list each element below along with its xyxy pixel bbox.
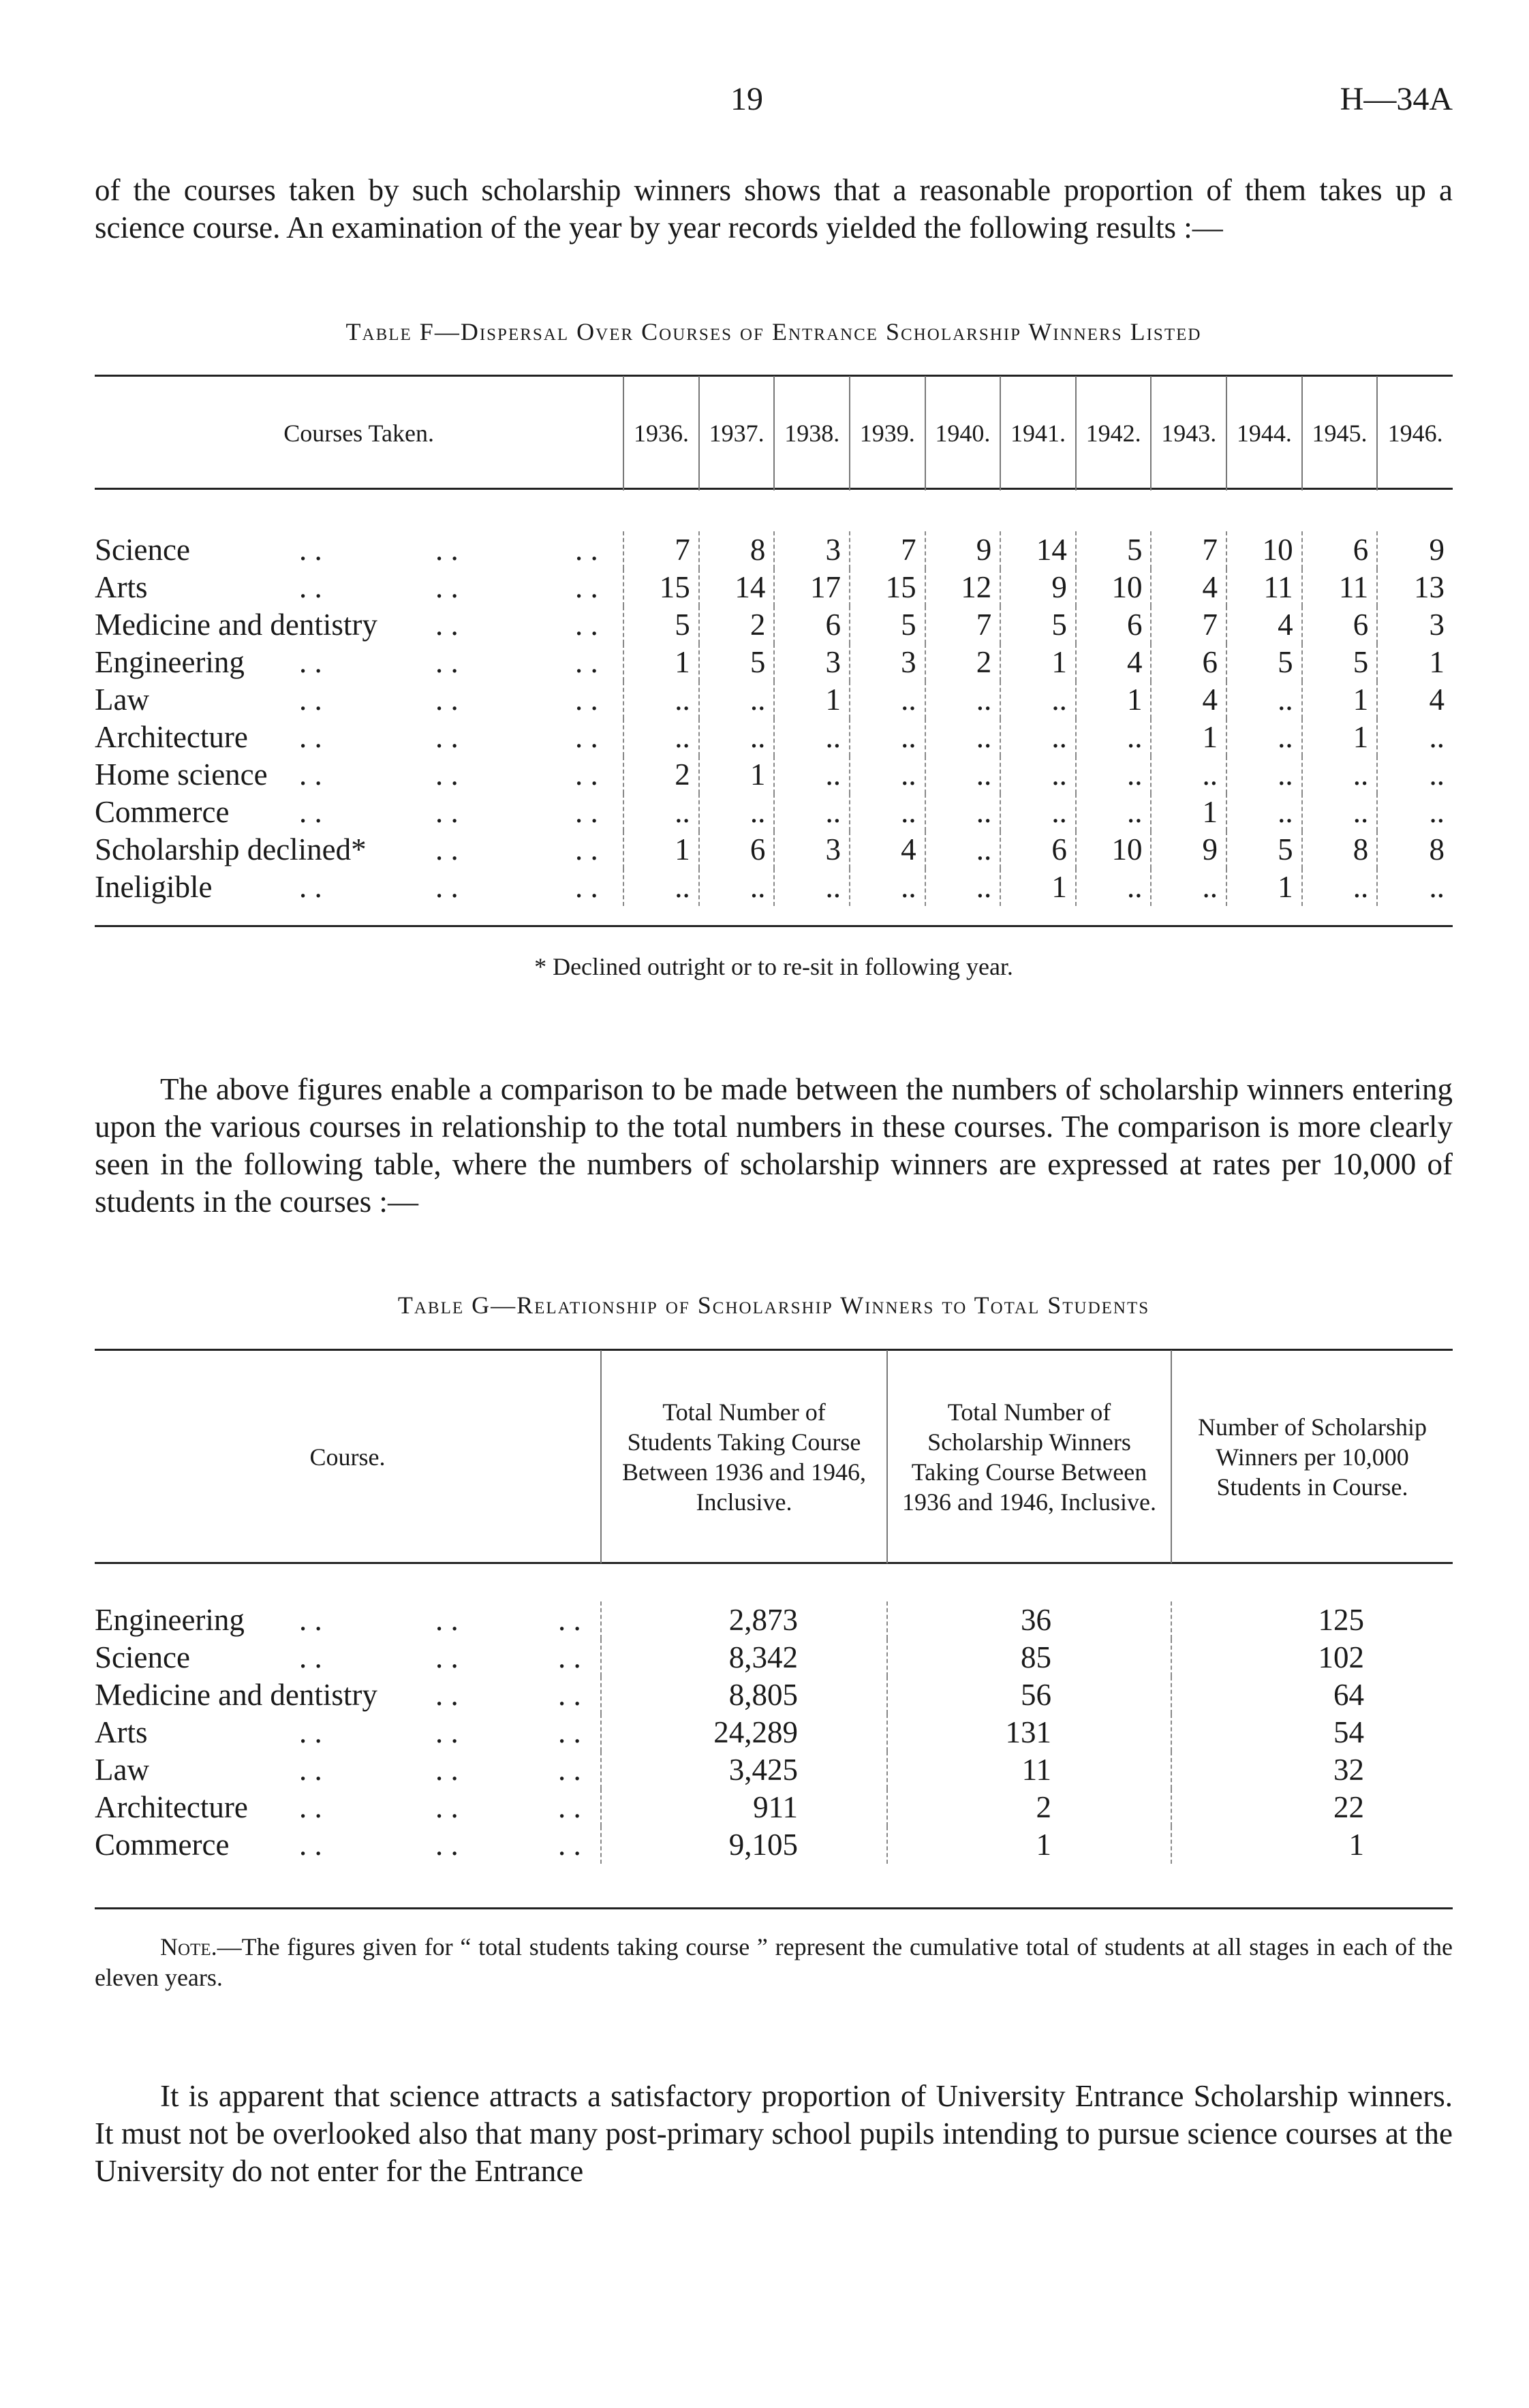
table-cell: .. [1226,681,1302,719]
table-row [95,531,1453,569]
table-cell: 1 [1076,681,1152,719]
total-students-cell: 8,805 [601,1676,887,1714]
winners-cell: 56 [887,1676,1171,1714]
table-cell: 5 [1000,606,1076,644]
course-name: Home science [95,757,268,792]
table-cell: 12 [925,569,1001,606]
table-cell: 11 [1226,569,1302,606]
course-name: Science [95,533,190,567]
column-header-year: 1943. [1151,376,1226,490]
table-cell: .. [1076,756,1152,794]
table-g-header [95,1350,1453,1563]
table-cell: 1 [1000,869,1076,906]
column-header-year: 1937. [699,376,775,490]
total-students-cell: 9,105 [601,1826,887,1864]
course-name: Law [95,1753,149,1787]
column-header-courses: Courses Taken. [283,420,434,447]
table-cell: 4 [1151,569,1226,606]
table-cell: .. [699,719,775,756]
spacer-row [95,906,1453,954]
row-label-cell [95,831,623,869]
row-label-cell [95,1751,601,1789]
leader-dots: . . [435,720,459,754]
table-f [95,490,1453,954]
course-name: Engineering [95,1603,245,1637]
course-name: Law [95,683,149,717]
table-cell: .. [1302,869,1378,906]
spacer-row [95,1864,1453,1925]
leader-dots: . . [558,1715,581,1749]
table-cell: .. [925,719,1001,756]
table-cell: .. [1377,869,1453,906]
table-cell: 7 [1151,606,1226,644]
table-cell: 1 [623,644,699,681]
leader-dots: . . [435,795,459,829]
table-cell: 3 [850,644,925,681]
table-cell: 1 [1302,681,1378,719]
table-row [95,1639,1453,1676]
table-row [95,1714,1453,1751]
leader-dots: . . [558,1790,581,1824]
table-g [95,1563,1453,1925]
per-10000-cell: 64 [1171,1676,1453,1714]
column-header-total-winners: Total Number of Scholarship Winners Taking Course Between 1936 and 1946, Inclusive. [887,1350,1171,1563]
course-name: Arts [95,1715,148,1749]
leader-dots: . . [558,1640,581,1674]
table-row [95,681,1453,719]
table-cell: .. [699,681,775,719]
column-header-year: 1936. [623,376,699,490]
table-cell: 17 [774,569,850,606]
column-header-year: 1938. [774,376,850,490]
table-f-footnote: * Declined outright or to re-sit in following year. [534,953,1013,980]
table-cell: 9 [1377,531,1453,569]
leader-dots: . . [435,1715,459,1749]
row-label-cell [95,1639,601,1676]
leader-dots: . . [435,870,459,904]
leader-dots: . . [575,645,598,679]
table-cell: .. [925,756,1001,794]
table-cell: 6 [1000,831,1076,869]
paragraph-3-text: It is apparent that science attracts a satisfactory proportion of University Entrance Scholarship winners. It must not be overlooked also that many post-primary school pupils intending to pursue science courses at the University do not enter for the Entrance [95,2079,1453,2188]
leader-dots: . . [299,720,322,754]
column-header-course: Course. [309,1443,386,1471]
table-cell: 2 [699,606,775,644]
table-cell: 8 [1377,831,1453,869]
total-students-cell: 2,873 [601,1601,887,1639]
table-cell: 1 [1000,644,1076,681]
table-cell: 3 [774,644,850,681]
course-name: Architecture [95,1790,248,1824]
leader-dots: . . [558,1828,581,1862]
table-cell: .. [850,719,925,756]
spacer-row [95,490,1453,531]
leader-dots: . . [575,757,598,792]
table-cell: 11 [1302,569,1378,606]
table-row [95,606,1453,644]
table-cell: .. [623,794,699,831]
table-cell: .. [774,719,850,756]
table-row [95,1676,1453,1714]
table-cell: 5 [1226,831,1302,869]
table-cell: 5 [1076,531,1152,569]
table-cell: 6 [1302,606,1378,644]
leader-dots: . . [558,1753,581,1787]
per-10000-cell: 54 [1171,1714,1453,1751]
course-name: Medicine and dentistry [95,1678,377,1712]
column-header-winners-per-10000: Number of Scholarship Winners per 10,000 Students in Course. [1171,1350,1453,1563]
table-cell: 5 [623,606,699,644]
winners-cell: 2 [887,1789,1171,1826]
table-cell: .. [925,794,1001,831]
table-cell: .. [925,831,1001,869]
table-cell: 6 [1151,644,1226,681]
table-cell: 5 [1302,644,1378,681]
table-cell: 7 [623,531,699,569]
total-students-cell: 24,289 [601,1714,887,1751]
table-cell: 14 [1000,531,1076,569]
table-cell: .. [1151,756,1226,794]
table-cell: 1 [699,756,775,794]
table-cell: 3 [1377,606,1453,644]
table-cell: 10 [1226,531,1302,569]
leader-dots: . . [299,1640,322,1674]
row-label-cell [95,869,623,906]
table-cell: .. [699,794,775,831]
table-cell: 9 [925,531,1001,569]
course-name: Engineering [95,645,245,679]
leader-dots: . . [435,1678,459,1712]
note-text: —The figures given for “ total students taking course ” represent the cumulative total of students at all stages in each of the eleven years. [95,1933,1453,1991]
table-cell: 7 [1151,531,1226,569]
table-g-caption: Table G—Relationship of Scholarship Winners to Total Students [397,1292,1150,1319]
table-cell: .. [1226,756,1302,794]
page-number: 19 [730,81,763,117]
leader-dots: . . [299,683,322,717]
course-name: Scholarship declined* [95,832,367,866]
table-cell: .. [850,869,925,906]
column-header-year: 1946. [1377,376,1453,490]
row-label-cell [95,1601,601,1639]
column-header-year: 1945. [1302,376,1378,490]
table-cell: .. [1076,794,1152,831]
table-cell: 5 [1226,644,1302,681]
table-cell: .. [1000,756,1076,794]
leader-dots: . . [299,1715,322,1749]
table-cell: .. [850,794,925,831]
leader-dots: . . [558,1603,581,1637]
document-reference: H—34A [1340,81,1453,117]
row-label-cell [95,644,623,681]
per-10000-cell: 1 [1171,1826,1453,1864]
column-header-year: 1940. [925,376,1001,490]
leader-dots: . . [575,533,598,567]
table-cell: .. [1151,869,1226,906]
course-name: Architecture [95,720,248,754]
table-cell: .. [1076,719,1152,756]
table-cell: 1 [1377,644,1453,681]
table-cell: 8 [1302,831,1378,869]
table-cell: .. [623,869,699,906]
total-students-cell: 3,425 [601,1751,887,1789]
table-cell: 6 [699,831,775,869]
column-header-total-students: Total Number of Students Taking Course Between 1936 and 1946, Inclusive. [601,1350,887,1563]
table-cell: 5 [850,606,925,644]
leader-dots: . . [575,795,598,829]
table-cell: .. [1377,756,1453,794]
table-cell: .. [1377,794,1453,831]
table-cell: 10 [1076,569,1152,606]
leader-dots: . . [435,570,459,604]
row-label-cell [95,1714,601,1751]
leader-dots: . . [575,570,598,604]
leader-dots: . . [299,645,322,679]
table-f-caption: Table F—Dispersal Over Courses of Entrance Scholarship Winners Listed [345,318,1202,345]
table-row [95,1826,1453,1864]
winners-cell: 131 [887,1714,1171,1751]
table-cell: .. [1302,756,1378,794]
table-cell: 15 [850,569,925,606]
per-10000-cell: 102 [1171,1639,1453,1676]
table-cell: 6 [774,606,850,644]
table-cell: .. [1000,719,1076,756]
course-name: Ineligible [95,870,213,904]
table-cell: 1 [774,681,850,719]
table-cell: 1 [1226,869,1302,906]
leader-dots: . . [435,533,459,567]
table-row [95,831,1453,869]
total-students-cell: 8,342 [601,1639,887,1676]
leader-dots: . . [435,1603,459,1637]
table-cell: 6 [1302,531,1378,569]
table-cell: 4 [1076,644,1152,681]
row-label-cell [95,569,623,606]
table-cell: 15 [623,569,699,606]
table-cell: 4 [1226,606,1302,644]
course-name: Commerce [95,795,230,829]
table-cell: 1 [1151,794,1226,831]
per-10000-cell: 32 [1171,1751,1453,1789]
table-cell: .. [850,756,925,794]
table-cell: .. [774,794,850,831]
leader-dots: . . [299,533,322,567]
leader-dots: . . [299,870,322,904]
leader-dots: . . [435,683,459,717]
row-label-cell [95,1676,601,1714]
table-cell: 9 [1151,831,1226,869]
table-cell: .. [774,756,850,794]
table-cell: .. [850,681,925,719]
table-cell: .. [1377,719,1453,756]
winners-cell: 1 [887,1826,1171,1864]
leader-dots: . . [575,870,598,904]
leader-dots: . . [575,683,598,717]
leader-dots: . . [299,757,322,792]
leader-dots: . . [435,757,459,792]
table-cell: .. [699,869,775,906]
table-row [95,1751,1453,1789]
table-row [95,1789,1453,1826]
table-cell: 1 [1302,719,1378,756]
leader-dots: . . [575,832,598,866]
paragraph-3 [95,2078,1453,2190]
column-header-year: 1944. [1226,376,1302,490]
table-cell: .. [925,869,1001,906]
table-f-header [95,376,1453,490]
leader-dots: . . [299,570,322,604]
row-label-cell [95,756,623,794]
leader-dots: . . [575,608,598,642]
leader-dots: . . [435,608,459,642]
table-cell: .. [925,681,1001,719]
table-cell: .. [1000,681,1076,719]
row-label-cell [95,1789,601,1826]
table-cell: 7 [925,606,1001,644]
course-name: Commerce [95,1828,230,1862]
course-name: Medicine and dentistry [95,608,377,642]
table-cell: 3 [774,531,850,569]
table-row [95,644,1453,681]
total-students-cell: 911 [601,1789,887,1826]
table-row [95,719,1453,756]
table-cell: .. [623,681,699,719]
table-cell: 13 [1377,569,1453,606]
table-cell: .. [774,869,850,906]
leader-dots: . . [435,1753,459,1787]
winners-cell: 11 [887,1751,1171,1789]
table-cell: .. [1226,719,1302,756]
table-cell: 9 [1000,569,1076,606]
row-label-cell [95,794,623,831]
table-cell: 5 [699,644,775,681]
table-cell: 7 [850,531,925,569]
paragraph-2-text: The above figures enable a comparison to be made between the numbers of scholarship winners entering upon the various courses in relationship to the total numbers in these courses. The comparison is more clearly seen in the following table, where the numbers of scholarship winners are expressed at rates per 10,000 of students in the courses :— [95,1072,1453,1219]
column-header-year: 1942. [1076,376,1152,490]
leader-dots: . . [435,1640,459,1674]
leader-dots: . . [575,720,598,754]
table-cell: 4 [850,831,925,869]
table-cell: .. [1226,794,1302,831]
table-cell: 1 [1151,719,1226,756]
leader-dots: . . [299,1603,322,1637]
note-label: Note. [160,1933,217,1960]
winners-cell: 36 [887,1601,1171,1639]
table-g-note [95,1932,1453,1993]
table-cell: .. [1000,794,1076,831]
leader-dots: . . [299,1753,322,1787]
per-10000-cell: 125 [1171,1601,1453,1639]
row-label-cell [95,719,623,756]
table-cell: 8 [699,531,775,569]
table-cell: 10 [1076,831,1152,869]
paragraph-2 [95,1071,1453,1221]
column-header-year: 1939. [850,376,925,490]
leader-dots: . . [435,645,459,679]
leader-dots: . . [435,1828,459,1862]
table-row [95,869,1453,906]
spacer-row [95,1563,1453,1601]
row-label-cell [95,1826,601,1864]
table-cell: .. [623,719,699,756]
table-cell: 1 [623,831,699,869]
table-cell: .. [1076,869,1152,906]
leader-dots: . . [299,1790,322,1824]
row-label-cell [95,606,623,644]
table-cell: 4 [1151,681,1226,719]
leader-dots: . . [558,1678,581,1712]
winners-cell: 85 [887,1639,1171,1676]
table-row [95,569,1453,606]
row-label-cell [95,531,623,569]
table-row [95,1601,1453,1639]
paragraph-1: of the courses taken by such scholarship winners shows that a reasonable proportion of them takes up a science course. An examination of the year by year records yielded the following results :— [95,173,1453,245]
per-10000-cell: 22 [1171,1789,1453,1826]
leader-dots: . . [299,1828,322,1862]
leader-dots: . . [299,795,322,829]
table-cell: 14 [699,569,775,606]
table-cell: .. [1302,794,1378,831]
table-cell: 2 [623,756,699,794]
table-row [95,794,1453,831]
table-cell: 4 [1377,681,1453,719]
course-name: Science [95,1640,190,1674]
row-label-cell [95,681,623,719]
table-cell: 3 [774,831,850,869]
column-header-year: 1941. [1000,376,1076,490]
table-row [95,756,1453,794]
leader-dots: . . [435,832,459,866]
leader-dots: . . [435,1790,459,1824]
table-cell: 6 [1076,606,1152,644]
table-cell: 2 [925,644,1001,681]
course-name: Arts [95,570,148,604]
